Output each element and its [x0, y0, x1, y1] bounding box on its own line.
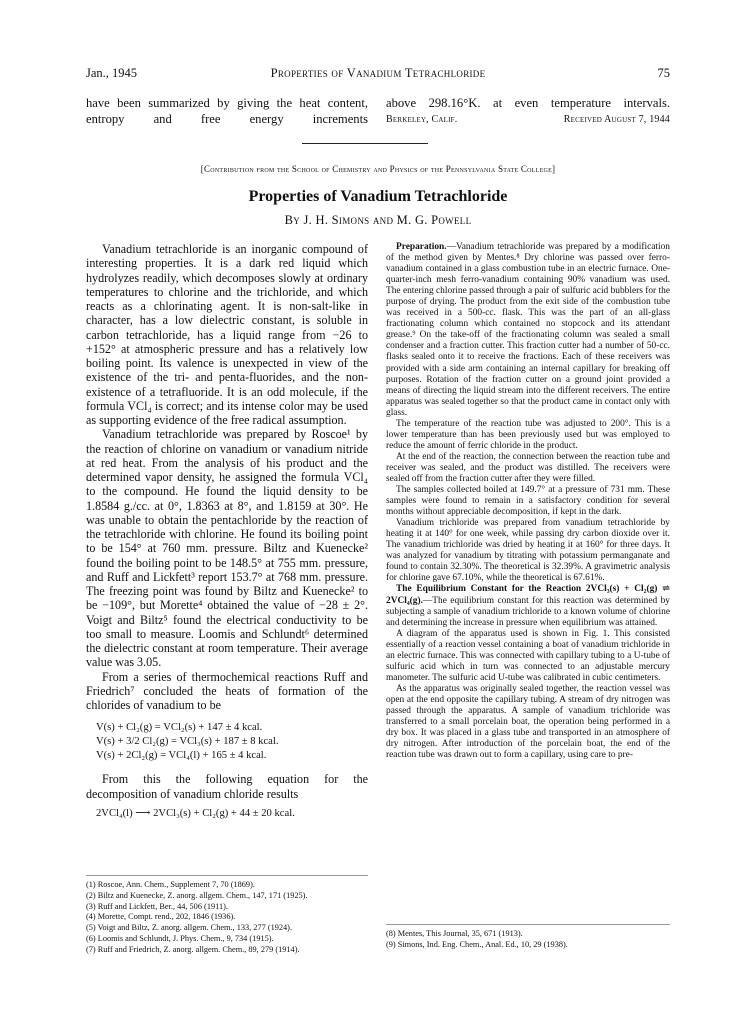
footnote: (8) Mentes, This Journal, 35, 671 (1913). — [386, 929, 523, 938]
equation-vcl2: V(s) + Cl₂(g) = VCl₂(s) + 147 ± 4 kcal. — [96, 722, 263, 734]
header-date: Jan., 1945 — [86, 66, 138, 80]
footnotes-left — [86, 875, 368, 956]
left-column — [86, 242, 368, 829]
previous-article-received: Received August 7, 1944 — [563, 113, 670, 125]
footnote: (7) Ruff and Friedrich, Z. anorg. allgem. Chem., 89, 279 (1914). — [86, 944, 300, 954]
paragraph-trichloride: Vanadium trichloride was prepared from vanadium tetrachloride by heating it at 140° for one week, while passing dry carbon dioxide over it. The vanadium trichloride was dried by heating it at 160° for three days. It was analyzed for vanadium by titrating with potassium permanganate and found to contain 32.30%. The theoretical is 32.39%. A gravimetric analysis for chlorine gave 67.10%, while the theoretical is 67.61%. — [386, 518, 670, 584]
paragraph-intro: Vanadium tetrachloride is an inorganic compound of interesting properties. It is a dark red liquid which hydrolyzes readily, which decomposes slowly at ordinary temperatures to chlorine and the trichloride, and which reacts as a chlorinating agent. It is non-salt-like in character, has a low dielectric constant, is soluble in carbon tetrachloride, has a liquid range from −26 to +152° at atmospheric pressure and has a relatively low boiling point. Its valence is unexpected in view of the existence of the tri- and penta-fluorides, and the non-existence of a tetrafluoride. It is an odd molecule, if the formula VCl₄ is correct; and its intense color may be used as supporting evidence of the free radical assumption. — [86, 242, 368, 427]
equilibrium-heading: The Equilibrium Constant for the Reaction 2VCl₃(s) + Cl₂(g) ⇌ 2VCl₄(g). — [386, 584, 670, 606]
equilibrium-text: —The equilibrium constant for this reaction was determined by subjecting a sample of vanadium trichloride to a known volume of chlorine and determining the increase in pressure when equilibrium was attained. — [386, 595, 670, 628]
footnote: (6) Loomis and Schlundt, J. Phys. Chem., 9, 734 (1915). — [86, 933, 274, 943]
paragraph-preparation — [386, 242, 670, 419]
paragraph-history: Vanadium tetrachloride was prepared by Roscoe¹ by the reaction of chlorine on vanadium or vanadium nitride at red heat. From the analysis of his product and the determined vapor density, he assigned the formula VCl₄ to the compound. He found the liquid density to be 1.8584 g./cc. at 0°, 1.8363 at 8°, and 1.8159 at 30°. He was unable to obtain the pentachloride by the reaction of the tetrachloride with chlorine. He found its boiling point to be 154° at 760 mm. pressure. Biltz and Kuenecke² found the boiling point to be 148.5° at 755 mm. pressure, and Ruff and Lickfett³ report 153.7° at 768 mm. pressure. The freezing point was found by Biltz and Kuenecke² to be −109°, but Morette⁴ obtained the value of −28 ± 2°. Voigt and Biltz⁵ found the electrical conductivity to be too small to measure. Loomis and Schlundt⁶ determined the dielectric constant at room temperature. Their average value was 3.05. — [86, 427, 368, 670]
footnote: (5) Voigt and Biltz, Z. anorg. allgem. Chem., 133, 277 (1924). — [86, 923, 293, 933]
footnotes-right — [386, 924, 670, 951]
paragraph-procedure: As the apparatus was originally sealed together, the reaction vessel was open at the end opposite the capillary tubing. A stream of dry nitrogen was passed through the apparatus. A sample of vanadium trichloride was transferred to a small porcelain boat, the operation being performed in a dry box. It was placed in a glass tube and transported in an atmosphere of dry nitrogen. After introduction of the porcelain boat, the end of the reaction tube was drawn out to form a capillary, using care to pre- — [386, 683, 670, 761]
running-header — [86, 66, 670, 86]
footnote: (2) Biltz and Kuenecke, Z. anorg. allgem. Chem., 147, 171 (1925). — [86, 890, 308, 900]
paragraph-equilibrium — [386, 584, 670, 628]
footnote: (4) Morette, Compt. rend., 202, 1846 (1936). — [86, 912, 236, 922]
paragraph-thermochemistry: From a series of thermochemical reactions Ruff and Friedrich⁷ concluded the heats of formation of the chlorides of vanadium to be — [86, 669, 368, 712]
equation-vcl4: V(s) + 2Cl₂(g) = VCl₄(l) + 165 ± 4 kcal. — [96, 750, 267, 762]
paragraph-decomposition: From this the following equation for the decomposition of vanadium chloride results — [86, 772, 368, 801]
header-running-title: Properties of Vanadium Tetrachloride — [270, 66, 486, 80]
article-title: Properties of Vanadium Tetrachloride — [248, 188, 508, 205]
equation-vcl3: V(s) + 3/2 Cl₂(g) = VCl₃(s) + 187 ± 8 kcal. — [96, 736, 279, 748]
previous-article-right-line: above 298.16°K. at even temperature intervals. — [386, 96, 670, 110]
paragraph-temperature: The temperature of the reaction tube was adjusted to 200°. This is a lower temperature than has been previously used but was employed to reduce the amount of ferric chloride in the product. — [386, 418, 670, 451]
header-page-number: 75 — [657, 66, 670, 80]
section-divider — [302, 143, 428, 144]
preparation-heading: Preparation. — [396, 242, 447, 252]
previous-article-signoff — [386, 112, 670, 128]
previous-article-location: Berkeley, Calif. — [386, 113, 458, 125]
previous-article-right — [386, 96, 670, 127]
paragraph-samples: The samples collected boiled at 149.7° at a pressure of 731 mm. These samples were found to remain in a satisfactory condition for several months without appreciable decomposition, if kept in the dark. — [386, 485, 670, 518]
footnote: (1) Roscoe, Ann. Chem., Supplement 7, 70 (1869). — [86, 880, 255, 889]
equation-decomposition: 2VCl₄(l) ⟶ 2VCl₃(s) + Cl₂(g) + 44 ± 20 kcal. — [96, 807, 295, 819]
right-column — [386, 242, 670, 761]
heats-of-formation-equations — [86, 721, 368, 763]
article-authors: By J. H. Simons and M. G. Powell — [284, 213, 472, 227]
contribution-line: [Contribution from the School of Chemistry and Physics of the Pennsylvania State College] — [200, 164, 556, 174]
preparation-text: —Vanadium tetrachloride was prepared by a modification of the method given by Mentes.⁸ Dry chlorine was passed over ferro-vanadium contained in a glass combustion tube in an electric furnace. One-quarter-inch mesh ferro-vanadium containing 90% vanadium was used. The entering chlorine passed through a pair of sulfuric acid bubblers for the purpose of drying. The product from the exit side of the combustion tube was received in a 500-cc. flask. This was the part of an all-glass fractionating column which contained no stopcock and its attendant grease.⁹ On the take-off of the fractionating column was sealed a small condenser and a fraction cutter. This fraction cutter had a number of 50-cc. flasks sealed onto it to receive the fractions. Each of these receivers was provided with a side arm containing an internal capillary for breaking off purposes. Rotation of the fraction cutter on a ground joint provided a means of directing the liquid stream into the different receivers. The entire apparatus was sealed together so that the product came in contact only with glass. — [386, 242, 670, 418]
footnote: (3) Ruff and Lickfett, Ber., 44, 506 (1911). — [86, 901, 228, 911]
paragraph-distillation: At the end of the reaction, the connection between the reaction tube and receiver was sealed, and the product was distilled. The receivers were sealed off from the fraction cutter after they were filled. — [386, 451, 670, 484]
footnote: (9) Simons, Ind. Eng. Chem., Anal. Ed., 10, 29 (1938). — [386, 939, 568, 949]
paragraph-apparatus: A diagram of the apparatus used is shown in Fig. 1. This consisted essentially of a reaction vessel containing a boat of vanadium trichloride in an electric furnace. This was connected with capillary tubing to a U-tube of sulfuric acid which in turn was connected to an adjustable mercury manometer. The sulfuric acid U-tube was calibrated in cubic centimeters. — [386, 628, 670, 683]
previous-article-left-text: have been summarized by giving the heat content, entropy and free energy increments — [86, 96, 368, 126]
